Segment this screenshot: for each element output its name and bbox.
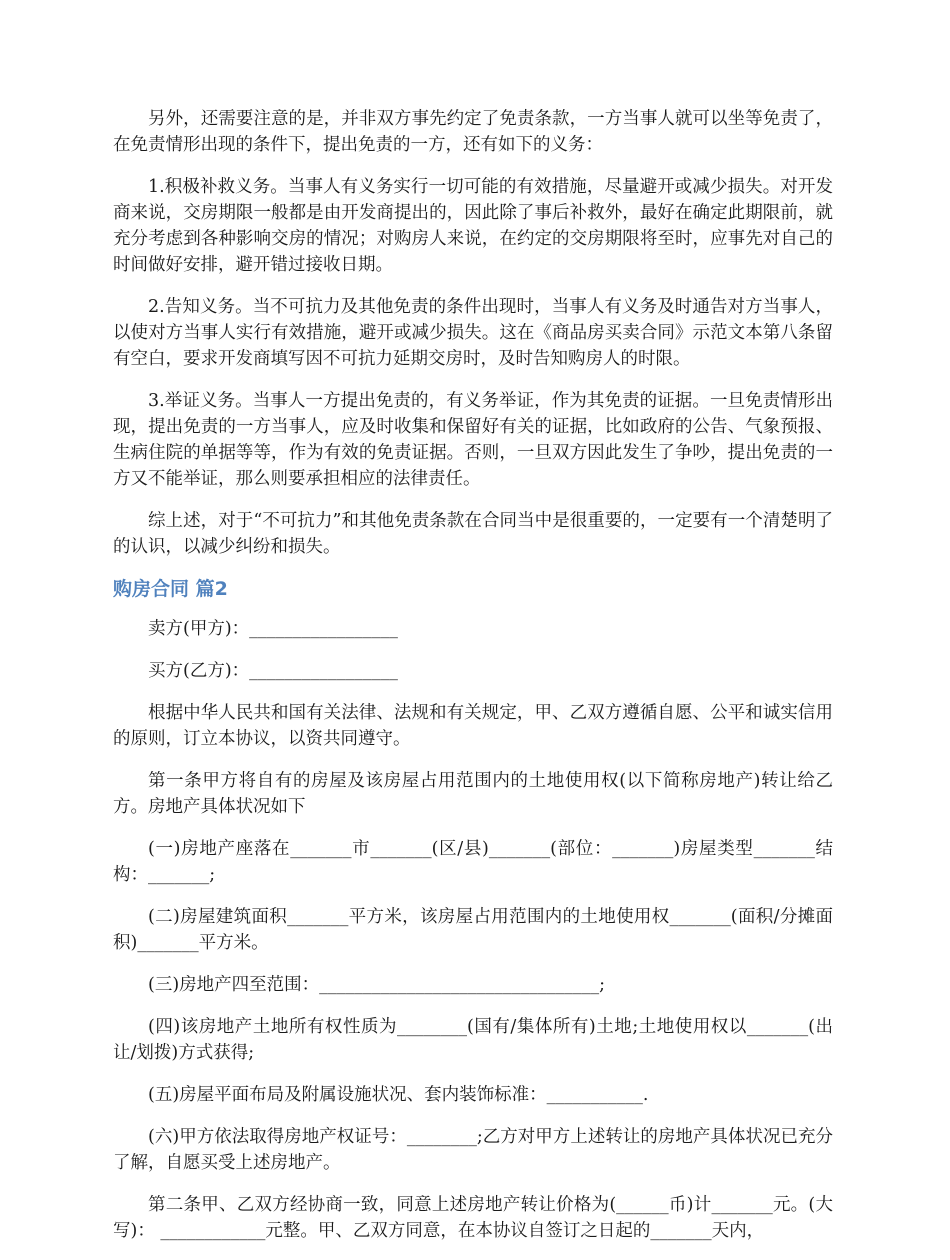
document-body — [113, 106, 833, 1260]
paragraph-preamble: 根据中华人民共和国有关法律、法规和有关规定，甲、乙双方遵循自愿、公平和诚实信用的原则，订立本协议，以资共同遵守。 — [113, 703, 833, 749]
paragraph-obligations-intro: 另外，还需要注意的是，并非双方事先约定了免责条款，一方当事人就可以坐等免责了，在免责情形出现的条件下，提出免责的一方，还有如下的义务： — [113, 109, 833, 155]
seller-line: 卖方(甲方)：_________________ — [148, 619, 398, 639]
paragraph-item-1: (一)房地产座落在_______市_______(区/县)_______(部位：_______)房屋类型_______结构：_______; — [113, 839, 833, 885]
paragraph-evidence-obligation: 3.举证义务。当事人一方提出免责的，有义务举证，作为其免责的证据。一旦免责情形出现，提出免责的一方当事人，应及时收集和保留好有关的证据，比如政府的公告、气象预报、生病住院的单据等等，作为有效的免责证据。否则，一旦双方因此发生了争吵，提出免责的一方又不能举证，那么则要承担相应的法律责任。 — [113, 391, 833, 489]
paragraph-article-2: 第二条甲、乙双方经协商一致，同意上述房地产转让价格为(______币)计_______元。(大写)： ____________元整。甲、乙双方同意，在本协议自签订之日起的_______天内， — [113, 1195, 833, 1241]
paragraph-item-4: (四)该房地产土地所有权性质为________(国有/集体所有)土地;土地使用权以_______(出让/划拨)方式获得; — [113, 1017, 833, 1063]
paragraph-notice-obligation: 2.告知义务。当不可抗力及其他免责的条件出现时，当事人有义务及时通告对方当事人，以使对方当事人实行有效措施，避开或减少损失。这在《商品房买卖合同》示范文本第八条留有空白，要求开发商填写因不可抗力延期交房时，及时告知购房人的时限。 — [113, 297, 833, 369]
paragraph-item-3: (三)房地产四至范围：________________________________; — [148, 975, 606, 995]
paragraph-remedy-obligation: 1.积极补救义务。当事人有义务实行一切可能的有效措施，尽量避开或减少损失。对开发商来说，交房期限一般都是由开发商提出的，因此除了事后补救外，最好在确定此期限前，就充分考虑到各种影响交房的情况；对购房人来说，在约定的交房期限将至时，应事先对自己的时间做好安排，避开错过接收日期。 — [113, 177, 833, 275]
paragraph-summary: 综上述，对于“不可抗力”和其他免责条款在合同当中是很重要的，一定要有一个清楚明了的认识，以减少纠纷和损失。 — [113, 511, 833, 557]
paragraph-item-2: (二)房屋建筑面积_______平方米，该房屋占用范围内的土地使用权_______(面积/分摊面积)_______平方米。 — [113, 907, 833, 953]
paragraph-item-5: (五)房屋平面布局及附属设施状况、套内装饰标准：___________. — [148, 1085, 649, 1105]
paragraph-item-6: (六)甲方依法取得房地产权证号：________;乙方对甲方上述转让的房地产具体状况已充分了解，自愿买受上述房地产。 — [113, 1127, 833, 1173]
paragraph-article-1: 第一条甲方将自有的房屋及该房屋占用范围内的土地使用权(以下简称房地产)转让给乙方。房地产具体状况如下 — [113, 771, 833, 817]
section-heading: 购房合同 篇2 — [113, 578, 228, 600]
buyer-line: 买方(乙方)：_________________ — [148, 661, 398, 681]
